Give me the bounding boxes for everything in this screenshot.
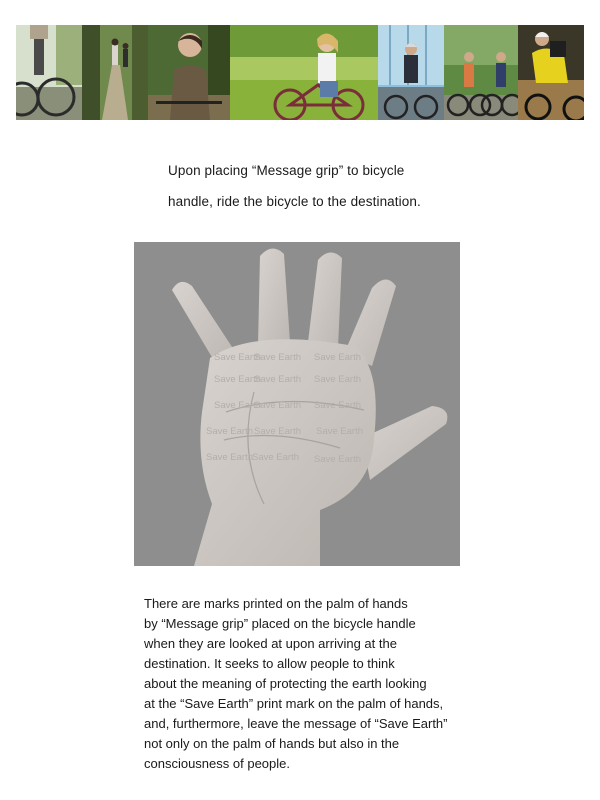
svg-text:Save Earth: Save Earth xyxy=(314,374,361,385)
svg-text:Save Earth: Save Earth xyxy=(214,400,261,411)
svg-text:Save Earth: Save Earth xyxy=(254,352,301,363)
description-line: not only on the palm of hands but also in the xyxy=(144,736,400,751)
description-line: and, furthermore, leave the message of “Save Earth” xyxy=(144,716,448,731)
svg-text:Save Earth: Save Earth xyxy=(254,374,301,385)
hand-photo xyxy=(134,242,460,566)
intro-text xyxy=(168,155,468,217)
banner-photo-man-office-building xyxy=(378,25,444,120)
intro-line: Upon placing “Message grip” to bicycle xyxy=(168,163,405,178)
banner-photo-woman-cycling-meadow xyxy=(230,25,378,120)
svg-text:Save Earth: Save Earth xyxy=(252,452,299,463)
svg-text:Save Earth: Save Earth xyxy=(314,352,361,363)
svg-text:Save Earth: Save Earth xyxy=(314,400,361,411)
svg-text:Save Earth: Save Earth xyxy=(214,374,261,385)
description-line: There are marks printed on the palm of hands xyxy=(144,596,408,611)
description-line: consciousness of people. xyxy=(144,756,290,771)
banner-photo-group-cyclists xyxy=(444,25,518,120)
description-line: by “Message grip” placed on the bicycle handle xyxy=(144,616,416,631)
description-text xyxy=(144,594,474,774)
photo-banner xyxy=(16,25,584,120)
svg-text:Save Earth: Save Earth xyxy=(254,400,301,411)
intro-line: handle, ride the bicycle to the destination. xyxy=(168,194,421,209)
svg-text:Save Earth: Save Earth xyxy=(206,452,253,463)
banner-photo-yellow-jacket-cyclist xyxy=(518,25,584,120)
svg-text:Save Earth: Save Earth xyxy=(314,454,361,465)
banner-photo-forest-path xyxy=(82,25,148,120)
description-line: when they are looked at upon arriving at the xyxy=(144,636,397,651)
description-line: destination. It seeks to allow people to think xyxy=(144,656,395,671)
banner-photo-bike-wheel xyxy=(16,25,82,120)
banner-photo-woman-smiling xyxy=(148,25,230,120)
svg-text:Save Earth: Save Earth xyxy=(254,426,301,437)
svg-text:Save Earth: Save Earth xyxy=(214,352,261,363)
description-line: at the “Save Earth” print mark on the palm of hands, xyxy=(144,696,444,711)
svg-text:Save Earth: Save Earth xyxy=(206,426,253,437)
description-line: about the meaning of protecting the earth looking xyxy=(144,676,427,691)
svg-text:Save Earth: Save Earth xyxy=(316,426,363,437)
